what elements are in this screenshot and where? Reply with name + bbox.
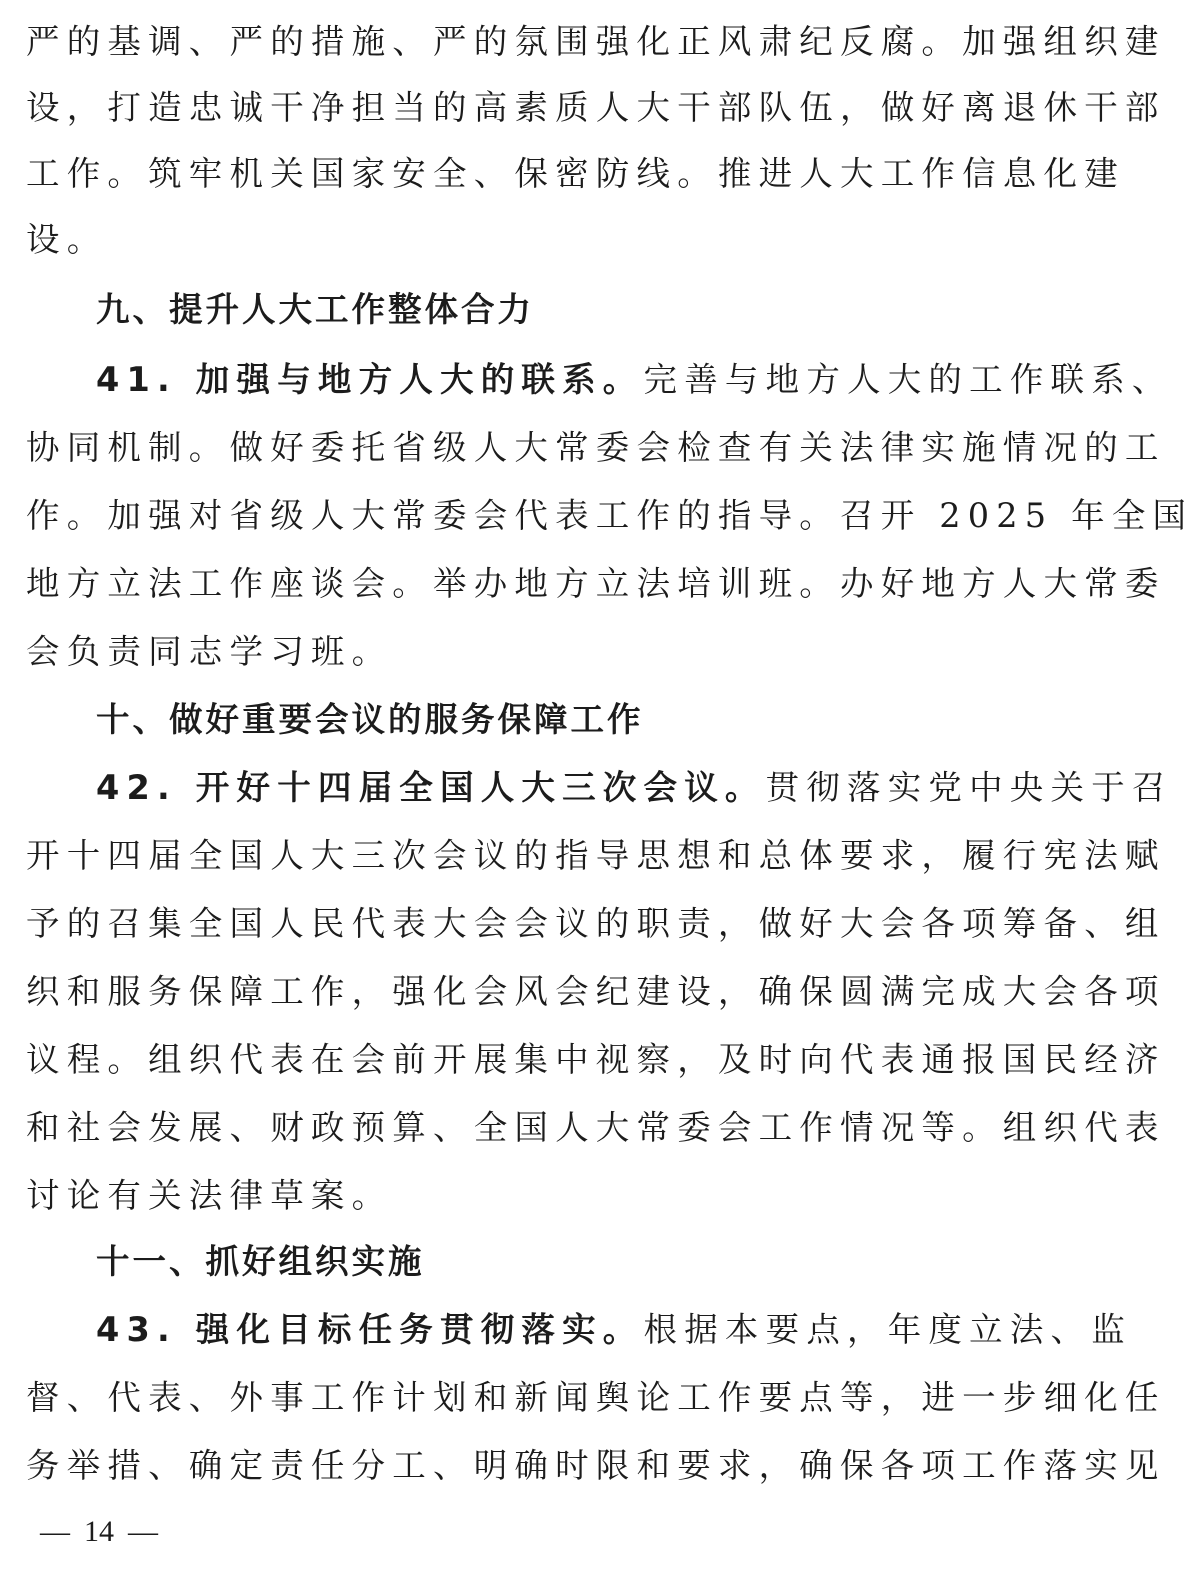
item-42-first-line xyxy=(96,754,1173,822)
paragraph-line: 设，打造忠诚干净担当的高素质人大干部队伍，做好离退休干部 xyxy=(26,88,1166,127)
page-footer xyxy=(26,1512,172,1552)
item-43-first-line xyxy=(96,1296,1132,1364)
page-number: 14 xyxy=(84,1515,114,1548)
footer-dash-left: — xyxy=(40,1515,70,1548)
item-41-title: 41. 加强与地方人大的联系。 xyxy=(96,360,644,399)
paragraph-line: 协同机制。做好委托省级人大常委会检查有关法律实施情况的工 xyxy=(26,428,1166,467)
paragraph-line: 工作。筑牢机关国家安全、保密防线。推进人大工作信息化建 xyxy=(26,154,1125,193)
section-heading-9: 九、提升人大工作整体合力 xyxy=(96,290,534,329)
item-43-text: 根据本要点，年度立法、监 xyxy=(643,1310,1132,1349)
paragraph-line: 讨论有关法律草案。 xyxy=(26,1176,393,1215)
paragraph-line: 设。 xyxy=(26,220,108,259)
item-43-title: 43. 强化目标任务贯彻落实。 xyxy=(96,1310,644,1349)
item-41-first-line xyxy=(96,346,1173,414)
item-41-text: 完善与地方人大的工作联系、 xyxy=(643,360,1173,399)
section-heading-10: 十、做好重要会议的服务保障工作 xyxy=(96,700,644,739)
paragraph-line: 作。加强对省级人大常委会代表工作的指导。召开 2025 年全国 xyxy=(26,496,1193,535)
paragraph-line: 织和服务保障工作，强化会风会纪建设，确保圆满完成大会各项 xyxy=(26,972,1166,1011)
item-42-title: 42. 开好十四届全国人大三次会议。 xyxy=(96,768,766,807)
item-42-text: 贯彻落实党中央关于召 xyxy=(765,768,1173,807)
paragraph-line: 务举措、确定责任分工、明确时限和要求，确保各项工作落实见 xyxy=(26,1446,1166,1485)
paragraph-line: 予的召集全国人民代表大会会议的职责，做好大会各项筹备、组 xyxy=(26,904,1166,943)
paragraph-line: 督、代表、外事工作计划和新闻舆论工作要点等，进一步细化任 xyxy=(26,1378,1166,1417)
paragraph-line: 严的基调、严的措施、严的氛围强化正风肃纪反腐。加强组织建 xyxy=(26,22,1166,61)
footer-dash-right: — xyxy=(128,1515,158,1548)
paragraph-line: 和社会发展、财政预算、全国人大常委会工作情况等。组织代表 xyxy=(26,1108,1166,1147)
paragraph-line: 会负责同志学习班。 xyxy=(26,632,393,671)
section-heading-11: 十一、抓好组织实施 xyxy=(96,1242,425,1281)
paragraph-line: 地方立法工作座谈会。举办地方立法培训班。办好地方人大常委 xyxy=(26,564,1166,603)
paragraph-line: 议程。组织代表在会前开展集中视察，及时向代表通报国民经济 xyxy=(26,1040,1166,1079)
paragraph-line: 开十四届全国人大三次会议的指导思想和总体要求，履行宪法赋 xyxy=(26,836,1166,875)
